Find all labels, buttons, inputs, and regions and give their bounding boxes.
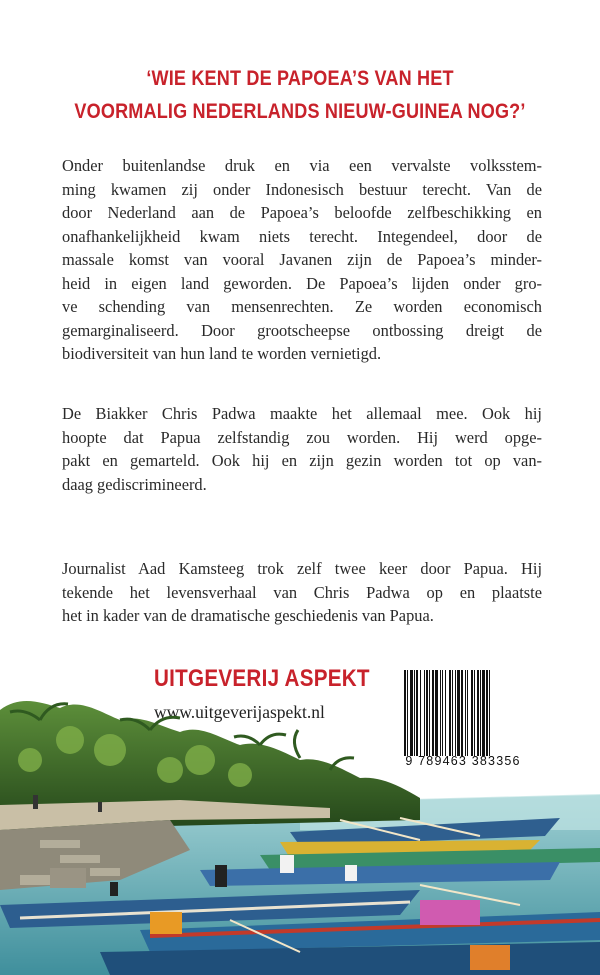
barcode-bar xyxy=(407,670,408,756)
barcode-bar xyxy=(426,670,428,756)
paragraph-line: De Biakker Chris Padwa maakte het allemaal mee. Ook hij xyxy=(62,404,542,423)
paragraph-line: gemarginaliseerd. Door grootscheepse ontbossing dreigt de xyxy=(62,320,542,340)
barcode-bar xyxy=(429,670,430,756)
headline-line-2: VOORMALIG NEDERLANDS NIEUW-GUINEA NOG?’ xyxy=(74,100,526,123)
barcode-bar xyxy=(455,670,456,756)
publisher-name: UITGEVERIJ ASPEKT xyxy=(154,665,370,692)
paragraph-2 xyxy=(62,402,542,496)
paragraph-line: hoopte dat Papua zelfstandig zou worden. Hij werd opge- xyxy=(62,427,542,447)
paragraph-line: door Nederland aan de Papoea’s beloofde zelfbeschikking en xyxy=(62,203,542,222)
paragraph-line: pakt en gemarteld. Ook hij en zijn gezin worden tot op van- xyxy=(62,451,542,470)
barcode-bar xyxy=(461,670,463,756)
paragraph-1 xyxy=(62,154,542,366)
barcode-bar xyxy=(404,670,406,756)
barcode-bar xyxy=(486,670,488,756)
headline-quote xyxy=(42,62,558,128)
barcode-bar xyxy=(474,670,475,756)
barcode-bar xyxy=(440,670,441,756)
barcode-bar xyxy=(489,670,490,756)
paragraph-line: Onder buitenlandse druk en via een vervalste volksstem- xyxy=(62,156,542,175)
paragraph-line: onafhankelijkheid kwam niets terecht. Integendeel, door de xyxy=(62,226,542,246)
barcode-bar xyxy=(432,670,434,756)
paragraph-line: het in kader van de dramatische geschiedenis van Papua. xyxy=(62,606,434,625)
barcode-bar xyxy=(452,670,453,756)
barcode-bar xyxy=(465,670,466,756)
paragraph-3 xyxy=(62,557,542,628)
barcode-bar xyxy=(424,670,425,756)
paragraph-line: Journalist Aad Kamsteeg trok zelf twee keer door Papua. Hij xyxy=(62,559,542,578)
publisher-website[interactable]: www.uitgeverijaspekt.nl xyxy=(154,702,325,722)
isbn-barcode xyxy=(392,662,534,780)
barcode-bar xyxy=(420,670,421,756)
barcode-bar xyxy=(477,670,479,756)
barcode-bar xyxy=(471,670,473,756)
barcode-bar xyxy=(410,670,413,756)
barcode-bar xyxy=(414,670,415,756)
barcode-bar xyxy=(482,670,485,756)
headline-line-1: ‘WIE KENT DE PAPOEA’S VAN HET xyxy=(146,67,454,90)
barcode-bars xyxy=(404,670,522,756)
paragraph-line: daag gediscrimineerd. xyxy=(62,474,207,494)
barcode-bar xyxy=(480,670,481,756)
paragraph-line: ve schending van mensenrechten. Ze worden economisch xyxy=(62,297,542,316)
paragraph-line: ming kwamen zij onder Indonesisch bestuur terecht. Van de xyxy=(62,179,542,199)
paragraph-line: heid in eigen land geworden. De Papoea’s lijden onder gro- xyxy=(62,273,542,293)
barcode-bar xyxy=(416,670,418,756)
paragraph-line: biodiversiteit van hun land te worden vernietigd. xyxy=(62,344,382,363)
barcode-bar xyxy=(445,670,446,756)
paragraph-line: tekende het levensverhaal van Chris Padwa op en plaatste xyxy=(62,582,542,602)
barcode-bar xyxy=(457,670,460,756)
barcode-bar xyxy=(467,670,468,756)
barcode-bar xyxy=(442,670,443,756)
paragraph-line: massale komst van vooral Javanen zijn de Papoea’s minder- xyxy=(62,250,542,269)
isbn-number: 9 789463 383356 xyxy=(405,754,521,768)
barcode-bar xyxy=(449,670,451,756)
barcode-bar xyxy=(435,670,438,756)
